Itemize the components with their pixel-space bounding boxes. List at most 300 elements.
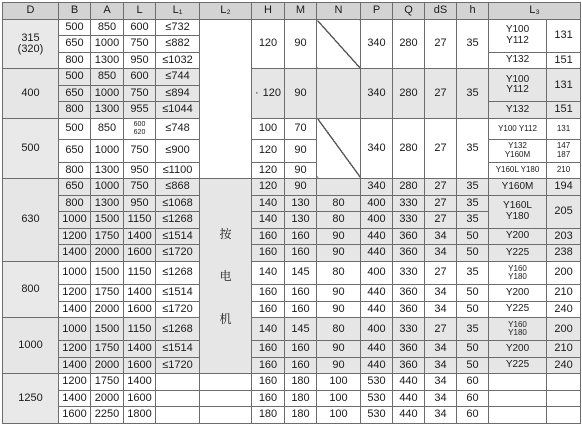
motor-cell: [489, 69, 547, 102]
d-cell-1250: 1250: [3, 374, 59, 424]
b-cell: 800: [59, 195, 91, 211]
n-cell: 100: [317, 374, 361, 390]
a-cell: 2250: [91, 407, 124, 424]
p-cell: 530: [361, 374, 393, 390]
a-cell: 850: [91, 69, 124, 85]
h-value: 120: [262, 86, 282, 99]
l1-cell: ≤744: [156, 69, 200, 85]
n-cell-na: [317, 69, 361, 118]
h-cell: 160: [252, 374, 285, 390]
l3-cell: 131: [547, 20, 581, 53]
h-cell: 140: [252, 195, 285, 211]
p-cell: 340: [361, 179, 393, 195]
a-cell: 1000: [91, 36, 124, 52]
m-cell: 160: [285, 285, 317, 301]
m-cell: 130: [285, 195, 317, 211]
h-small-cell: 60: [457, 390, 489, 406]
p-cell: 400: [361, 318, 393, 341]
l1-cell: ≤1068: [156, 195, 200, 211]
l1-cell: ≤1100: [156, 162, 200, 178]
ds-cell: 34: [425, 285, 457, 301]
d-cell-630: 630: [3, 179, 59, 261]
motor-cell: [489, 139, 547, 162]
l-cell: 1400: [124, 228, 156, 244]
l2-note-char: 按: [219, 226, 232, 241]
h-cell: 140: [252, 261, 285, 284]
l-cell: 950: [124, 162, 156, 178]
m-cell: 90: [285, 162, 317, 178]
n-cell: 80: [317, 195, 361, 211]
d-cell-1000: 1000: [3, 318, 59, 374]
ds-cell: 34: [425, 301, 457, 317]
ds-cell: 34: [425, 407, 457, 424]
l-cell: 750: [124, 179, 156, 195]
ds-cell: 34: [425, 245, 457, 261]
n-cell: 90: [317, 285, 361, 301]
header-l2: L₂: [200, 3, 252, 20]
h-cell: 160: [252, 390, 285, 406]
l1-cell: ≤868: [156, 179, 200, 195]
n-cell-na: [317, 179, 361, 195]
a-cell: 1500: [91, 318, 124, 341]
pointer-mark: ·: [254, 86, 259, 99]
l3-cell: 240: [547, 301, 581, 317]
p-cell: 400: [361, 261, 393, 284]
l-cell: 600: [124, 69, 156, 85]
h-small-cell: 60: [457, 374, 489, 390]
p-cell: 530: [361, 390, 393, 406]
d-cell-400: 400: [3, 69, 59, 118]
q-cell: 330: [393, 318, 425, 341]
l3-cell: 210: [547, 341, 581, 357]
q-cell: 330: [393, 212, 425, 228]
a-cell: 1750: [91, 374, 124, 390]
b-cell: 1200: [59, 228, 91, 244]
n-cell-na: [317, 20, 361, 69]
q-cell: 280: [393, 69, 425, 118]
l3-cell: 200: [547, 261, 581, 284]
motor-cell: Y200: [489, 228, 547, 244]
m-cell: 145: [285, 318, 317, 341]
h-small-cell: 35: [457, 212, 489, 228]
l1-cell: ≤1268: [156, 261, 200, 284]
h-small-cell: 35: [457, 179, 489, 195]
ds-cell: 34: [425, 390, 457, 406]
l1-cell: ≤1514: [156, 228, 200, 244]
l-cell: 1400: [124, 374, 156, 390]
l2-cell-empty: [200, 374, 252, 390]
m-cell: 160: [285, 341, 317, 357]
b-cell: 1200: [59, 374, 91, 390]
l-cell: 950: [124, 195, 156, 211]
n-cell: 90: [317, 228, 361, 244]
motor-name: Y100: [505, 24, 530, 36]
motor-cell: [489, 195, 547, 228]
header-p: P: [361, 3, 393, 20]
p-cell: 440: [361, 341, 393, 357]
n-cell-na: [317, 118, 361, 178]
h-cell: 140: [252, 318, 285, 341]
l3-value: 147: [556, 141, 571, 151]
b-cell: 1200: [59, 341, 91, 357]
header-m: M: [285, 3, 317, 20]
motor-name: Y180: [505, 210, 530, 222]
a-cell: 1500: [91, 212, 124, 228]
table-row: [3, 20, 581, 36]
motor-cell: Y160L Y180: [489, 162, 547, 178]
ds-cell: 34: [425, 341, 457, 357]
h-small-cell: 35: [457, 261, 489, 284]
l2-cell-per-motor: [200, 179, 252, 374]
l-cell: 1600: [124, 357, 156, 373]
motor-name: Y100: [505, 73, 530, 85]
ds-cell: 27: [425, 195, 457, 211]
header-n: N: [317, 3, 361, 20]
l3-cell: 151: [547, 52, 581, 68]
l1-cell: ≤1268: [156, 318, 200, 341]
h-cell: 120: [252, 20, 285, 69]
motor-cell: Y200: [489, 341, 547, 357]
table-row: [3, 245, 581, 261]
l3-value: 187: [556, 149, 571, 159]
d-value: 315: [21, 31, 40, 44]
p-cell: 400: [361, 195, 393, 211]
l3-cell: 205: [547, 195, 581, 228]
d-cell-500: 500: [3, 118, 59, 178]
a-cell: 850: [91, 20, 124, 36]
header-a: A: [91, 3, 124, 20]
l3-cell: 240: [547, 357, 581, 373]
p-cell: 440: [361, 357, 393, 373]
n-cell: 90: [317, 245, 361, 261]
l3-cell: 194: [547, 179, 581, 195]
h-cell: 160: [252, 357, 285, 373]
ds-cell: 34: [425, 228, 457, 244]
n-cell: 90: [317, 301, 361, 317]
header-ds: dS: [425, 3, 457, 20]
l1-cell: ≤1044: [156, 102, 200, 118]
table-row: [3, 341, 581, 357]
ds-cell: 27: [425, 118, 457, 178]
p-cell: 340: [361, 118, 393, 178]
l3-cell-empty: [547, 407, 581, 424]
l3-cell: 131: [547, 118, 581, 139]
dimension-table: [2, 2, 581, 424]
m-cell: 160: [285, 357, 317, 373]
header-l1: L₁: [156, 3, 200, 20]
b-cell: 1000: [59, 261, 91, 284]
l1-cell: ≤1720: [156, 245, 200, 261]
l3-cell-empty: [547, 374, 581, 390]
d-value-alt: (320): [17, 43, 44, 56]
q-cell: 440: [393, 407, 425, 424]
l-value: 600: [133, 121, 146, 129]
motor-cell-empty: [489, 390, 547, 406]
motor-cell: Y132: [489, 52, 547, 68]
header-h: H: [252, 3, 285, 20]
motor-cell: Y160M: [489, 179, 547, 195]
motor-cell-empty: [489, 407, 547, 424]
motor-cell: Y225: [489, 357, 547, 373]
l1-cell: ≤1514: [156, 285, 200, 301]
h-small-cell: 35: [457, 318, 489, 341]
l1-cell: ≤1720: [156, 301, 200, 317]
l3-cell: [547, 139, 581, 162]
m-cell: 90: [285, 69, 317, 118]
q-cell: 330: [393, 261, 425, 284]
n-cell: 80: [317, 318, 361, 341]
a-cell: 1750: [91, 285, 124, 301]
l3-cell: 131: [547, 69, 581, 102]
h-cell: [252, 69, 285, 118]
table-row: [3, 69, 581, 85]
h-cell: 120: [252, 162, 285, 178]
p-cell: 400: [361, 212, 393, 228]
q-cell: 360: [393, 301, 425, 317]
table-row: [3, 179, 581, 195]
l-cell: 750: [124, 85, 156, 101]
motor-name: Y160: [508, 319, 527, 329]
l3-cell: 151: [547, 102, 581, 118]
b-cell: 1000: [59, 318, 91, 341]
motor-name: Y180: [508, 328, 527, 338]
h-cell: 140: [252, 212, 285, 228]
l-cell: 1400: [124, 341, 156, 357]
h-small-cell: 50: [457, 301, 489, 317]
motor-cell: Y200: [489, 285, 547, 301]
l3-cell-empty: [547, 390, 581, 406]
a-cell: 1300: [91, 162, 124, 178]
ds-cell: 27: [425, 179, 457, 195]
h-small-cell: 50: [457, 357, 489, 373]
p-cell: 340: [361, 69, 393, 118]
l-cell: 1600: [124, 245, 156, 261]
h-cell: 160: [252, 228, 285, 244]
h-cell: 120: [252, 139, 285, 162]
a-cell: 2000: [91, 357, 124, 373]
header-row: [3, 3, 581, 20]
m-cell: 90: [285, 20, 317, 69]
a-cell: 2000: [91, 245, 124, 261]
l1-cell: ≤1268: [156, 212, 200, 228]
table-row: [3, 228, 581, 244]
q-cell: 440: [393, 390, 425, 406]
table-row: [3, 357, 581, 373]
p-cell: 440: [361, 301, 393, 317]
p-cell: 530: [361, 407, 393, 424]
table-row: [3, 407, 581, 424]
motor-name: Y112: [506, 34, 529, 46]
l3-cell: 210: [547, 285, 581, 301]
q-cell: 440: [393, 374, 425, 390]
motor-name: Y160M: [504, 149, 531, 159]
h-small-cell: 50: [457, 245, 489, 261]
ds-cell: 27: [425, 20, 457, 69]
l2-note-char: 机: [219, 311, 232, 326]
l1-cell: ≤900: [156, 139, 200, 162]
l-cell: 1150: [124, 212, 156, 228]
l1-cell: ≤1514: [156, 341, 200, 357]
motor-name: Y160L: [503, 200, 532, 212]
motor-cell: Y132: [489, 102, 547, 118]
l-cell: [124, 118, 156, 139]
table-row: [3, 139, 581, 162]
l1-cell-empty: [156, 374, 200, 390]
h-cell: 100: [252, 118, 285, 139]
p-cell: 440: [361, 245, 393, 261]
table-row: [3, 162, 581, 178]
l-cell: 750: [124, 139, 156, 162]
b-cell: 1200: [59, 285, 91, 301]
ds-cell: 27: [425, 69, 457, 118]
table-row: [3, 118, 581, 139]
l2-note-char: 电: [219, 269, 232, 284]
l-cell: 1600: [124, 390, 156, 406]
m-cell: 145: [285, 261, 317, 284]
h-cell: 160: [252, 341, 285, 357]
h-small-cell: 35: [457, 195, 489, 211]
a-cell: 1300: [91, 102, 124, 118]
a-cell: 1500: [91, 261, 124, 284]
q-cell: 360: [393, 341, 425, 357]
l1-cell-empty: [156, 390, 200, 406]
l-cell: 955: [124, 102, 156, 118]
a-cell: 1000: [91, 85, 124, 101]
a-cell: 1300: [91, 52, 124, 68]
l1-cell: ≤1032: [156, 52, 200, 68]
header-b: B: [59, 3, 91, 20]
l-cell: 1400: [124, 285, 156, 301]
l1-cell: ≤732: [156, 20, 200, 36]
a-cell: 1750: [91, 228, 124, 244]
a-cell: 2000: [91, 301, 124, 317]
header-l: L: [124, 3, 156, 20]
table-row: [3, 285, 581, 301]
b-cell: 1400: [59, 301, 91, 317]
table-row: [3, 261, 581, 284]
d-cell-315: [3, 20, 59, 69]
l1-cell: ≤882: [156, 36, 200, 52]
a-cell: 1300: [91, 195, 124, 211]
h-small-cell: 50: [457, 285, 489, 301]
m-cell: 180: [285, 374, 317, 390]
h-small-cell: 50: [457, 228, 489, 244]
n-cell: 80: [317, 212, 361, 228]
motor-name: Y132: [508, 141, 527, 151]
h-small-cell: 35: [457, 20, 489, 69]
h-cell: 160: [252, 245, 285, 261]
l-cell: 950: [124, 52, 156, 68]
motor-cell: Y100 Y112: [489, 118, 547, 139]
b-cell: 500: [59, 69, 91, 85]
h-small-cell: 35: [457, 69, 489, 118]
n-cell: 100: [317, 407, 361, 424]
ds-cell: 27: [425, 212, 457, 228]
n-cell: 80: [317, 261, 361, 284]
b-cell: 800: [59, 102, 91, 118]
n-cell: 100: [317, 390, 361, 406]
l2-cell-upper: [200, 20, 252, 179]
b-cell: 1400: [59, 357, 91, 373]
table-row: [3, 301, 581, 317]
q-cell: 360: [393, 228, 425, 244]
b-cell: 500: [59, 20, 91, 36]
motor-name: Y112: [506, 84, 529, 96]
motor-cell: [489, 318, 547, 341]
m-cell: 160: [285, 245, 317, 261]
h-small-cell: 35: [457, 118, 489, 178]
n-cell: 90: [317, 357, 361, 373]
b-cell: 800: [59, 162, 91, 178]
table-row: [3, 318, 581, 341]
table-row: [3, 195, 581, 211]
b-cell: 1600: [59, 407, 91, 424]
l3-cell: 238: [547, 245, 581, 261]
m-cell: 70: [285, 118, 317, 139]
p-cell: 440: [361, 285, 393, 301]
b-cell: 800: [59, 52, 91, 68]
l3-cell: 210: [547, 162, 581, 178]
n-cell: 90: [317, 341, 361, 357]
a-cell: 1000: [91, 139, 124, 162]
ds-cell: 27: [425, 318, 457, 341]
a-cell: 1750: [91, 341, 124, 357]
l3-cell: 200: [547, 318, 581, 341]
l-cell: 1800: [124, 407, 156, 424]
m-cell: 180: [285, 407, 317, 424]
b-cell: 500: [59, 118, 91, 139]
a-cell: 850: [91, 118, 124, 139]
b-cell: 650: [59, 179, 91, 195]
a-cell: 2000: [91, 390, 124, 406]
l1-cell-empty: [156, 407, 200, 424]
l1-cell: ≤894: [156, 85, 200, 101]
p-cell: 340: [361, 20, 393, 69]
header-q: Q: [393, 3, 425, 20]
b-cell: 650: [59, 36, 91, 52]
q-cell: 360: [393, 357, 425, 373]
table-row: [3, 374, 581, 390]
h-cell: 120: [252, 179, 285, 195]
l-cell: 1150: [124, 261, 156, 284]
m-cell: 90: [285, 139, 317, 162]
h-small-cell: 60: [457, 407, 489, 424]
q-cell: 280: [393, 20, 425, 69]
header-d: D: [3, 3, 59, 20]
q-cell: 330: [393, 195, 425, 211]
b-cell: 650: [59, 85, 91, 101]
l-cell: 750: [124, 36, 156, 52]
ds-cell: 27: [425, 261, 457, 284]
b-cell: 1400: [59, 390, 91, 406]
b-cell: 1000: [59, 212, 91, 228]
d-cell-800: 800: [3, 261, 59, 317]
ds-cell: 34: [425, 374, 457, 390]
l-cell: 1600: [124, 301, 156, 317]
motor-name: Y160: [508, 263, 527, 273]
motor-name: Y180: [508, 271, 527, 281]
h-cell: 160: [252, 301, 285, 317]
table-row: [3, 390, 581, 406]
motor-cell-empty: [489, 374, 547, 390]
l-value-alt: 620: [133, 128, 146, 136]
b-cell: 650: [59, 139, 91, 162]
l1-cell: ≤748: [156, 118, 200, 139]
q-cell: 280: [393, 179, 425, 195]
header-h-small: h: [457, 3, 489, 20]
l-cell: 600: [124, 20, 156, 36]
q-cell: 360: [393, 285, 425, 301]
